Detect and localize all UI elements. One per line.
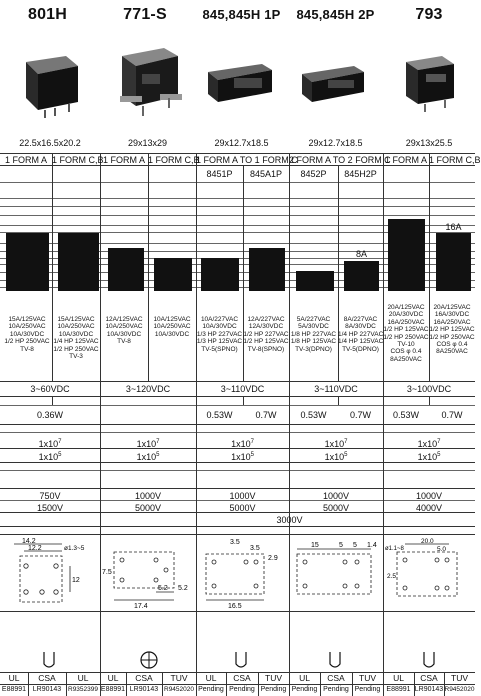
- approval-793-tuv: TUV: [451, 673, 468, 683]
- dim-845-2p-pitch-a: 5: [339, 542, 343, 549]
- dim-801h-pitch: 12.2: [28, 545, 42, 552]
- contact-form-793-a: 1 FORM A: [384, 155, 427, 165]
- contact-form-793-c: 1 FORM C,B: [429, 155, 481, 165]
- dim-845-2p-pitch-b: 5: [353, 542, 357, 549]
- pcb-layout-793-diagram: [385, 538, 473, 610]
- contact-form-771s-a: 1 FORM A: [102, 155, 145, 165]
- bar-label-8a: 8A: [355, 249, 367, 259]
- approval-801h-ul2: UL: [77, 673, 89, 683]
- model-793: 793: [415, 6, 443, 23]
- relay-771s-photo: [112, 46, 184, 118]
- coil-power-801h: 0.36W: [36, 410, 63, 420]
- approval-845-1p-ul: UL: [205, 673, 217, 683]
- rating-bar-793-c: [436, 233, 471, 291]
- dim-845-1p-width: 16.5: [228, 603, 242, 610]
- dim-845-2p-width: 15: [311, 542, 319, 549]
- dim-845-1p-c: 2.9: [268, 555, 278, 562]
- dielectric-coil-801h: 1500V: [36, 503, 64, 513]
- file-845-2p-csa: Pending: [323, 686, 349, 693]
- approval-771s-ul: UL: [107, 673, 119, 683]
- dielectric-coil-845-2p: 5000V: [322, 503, 350, 513]
- relay-845-1p-photo: [204, 62, 276, 110]
- approval-845-1p-csa: CSA: [233, 673, 251, 683]
- model-771s: 771-S: [123, 6, 167, 23]
- rating-bar-8451p: [201, 258, 239, 291]
- dim-793-width: 20.0: [421, 538, 434, 545]
- contact-form-771s-c: 1 FORM C,B: [148, 155, 200, 165]
- dielectric-coil-771s: 5000V: [134, 503, 162, 513]
- part-number-845h2p: 845H2P: [344, 169, 377, 179]
- relay-845-2p-photo: [298, 64, 368, 110]
- dielectric-contacts-771s: 1000V: [134, 491, 162, 501]
- dim-771s-width: 17.4: [134, 603, 148, 610]
- rating-text-845h2p: 8A/227VAC 8A/30VDC 1/4 HP 227VAC 1/4 HP 125VAC TV-5(DPNO): [338, 316, 384, 353]
- dim-771s-pitch-c: 5.2: [178, 585, 188, 592]
- rating-bar-8452p: [296, 271, 334, 291]
- file-793-tuv: R9452020: [444, 686, 475, 693]
- pcb-layout-845-1p-diagram: [198, 538, 288, 610]
- coil-power-793-a: 0.53W: [392, 410, 419, 420]
- approval-771s-tuv: TUV: [170, 673, 188, 683]
- model-845-1p: 845,845H 1P: [202, 7, 281, 22]
- dimension-801h: 22.5x16.5x20.2: [19, 138, 81, 148]
- coil-power-8451p: 0.53W: [206, 410, 233, 420]
- dim-801h-width: 14.2: [22, 538, 36, 545]
- dim-771s-pitch-a: 7.5: [102, 569, 112, 576]
- coil-power-845a1p: 0.7W: [255, 410, 277, 420]
- coil-voltage-801h: 3~60VDC: [30, 384, 70, 394]
- coil-voltage-793: 3~100VDC: [406, 384, 452, 394]
- dim-845-1p-b: 3.5: [250, 545, 260, 552]
- coil-power-845h2p: 0.7W: [349, 410, 371, 420]
- electrical-life-845-1p: $1x10^5$: [231, 452, 254, 462]
- approval-793-ul: UL: [393, 673, 404, 683]
- approval-801h-csa: CSA: [38, 673, 56, 683]
- rating-bar-845h2p: [344, 261, 379, 291]
- rating-text-801h-a: 15A/125VAC 10A/250VAC 10A/30VDC 1/2 HP 250VAC TV-8: [4, 316, 50, 353]
- file-793-csa: LR90143: [414, 686, 444, 693]
- rating-text-771s-a: 12A/125VAC 10A/250VAC 10A/30VDC TV-8: [105, 316, 143, 346]
- dielectric-coil-793: 4000V: [415, 503, 443, 513]
- file-793-ul: E88991: [386, 686, 411, 693]
- rating-bar-801h-a: [6, 233, 49, 291]
- terminal-801h-icon: [38, 650, 60, 670]
- dielectric-contacts-801h: 750V: [39, 491, 61, 501]
- rating-text-8452p: 5A/227VAC 5A/30VDC 1/8 HP 227VAC 1/8 HP 125VAC TV-3(DPNO): [290, 316, 337, 353]
- dimension-793: 29x13x25.5: [405, 138, 453, 148]
- file-845-1p-csa: Pending: [229, 686, 255, 693]
- part-number-845a1p: 845A1P: [249, 169, 283, 179]
- dielectric-contacts-845-1p: 1000V: [229, 491, 256, 501]
- file-771s-ul: E88991: [100, 686, 126, 693]
- approval-845-2p-csa: CSA: [327, 673, 345, 683]
- dim-793-hole: ø1.1~8: [385, 546, 404, 552]
- dielectric-poles-845-2p: 3000V: [276, 515, 303, 525]
- rating-text-793-c: 20A/125VAC 16A/30VDC 16A/250VAC 1/2 HP 125VAC 1/2 HP 250VAC COS φ 0.4 8A250VAC: [429, 304, 475, 356]
- part-number-8451p: 8451P: [206, 169, 233, 179]
- rating-bar-801h-c: [58, 233, 99, 291]
- pcb-layout-801h-diagram: [4, 538, 96, 610]
- mechanical-life-845-1p: $1x10^7$: [231, 439, 254, 449]
- file-845-2p-tuv: Pending: [354, 686, 381, 693]
- approval-793-csa: CSA: [420, 673, 438, 683]
- contact-form-801h-c: 1 FORM C,B: [52, 155, 104, 165]
- terminal-845-1p-icon: [230, 650, 252, 670]
- contact-form-845-1p: 1 FORM A TO 1 FORM C: [196, 155, 298, 165]
- dielectric-contacts-845-2p: 1000V: [322, 491, 350, 501]
- pcb-layout-771s-diagram: [100, 538, 196, 610]
- rating-bar-793-a: [388, 219, 425, 291]
- mechanical-life-771s: $1x10^7$: [136, 439, 160, 449]
- approval-845-2p-tuv: TUV: [359, 673, 376, 683]
- mechanical-life-793: $1x10^7$: [417, 439, 441, 449]
- rating-text-771s-c: 10A/125VAC 10A/250VAC 10A/30VDC: [153, 316, 191, 338]
- rating-bar-771s-c: [154, 258, 192, 291]
- dielectric-contacts-793: 1000V: [415, 491, 443, 501]
- model-845-2p: 845,845H 2P: [296, 7, 375, 22]
- dim-771s-pitch-b: 5.2: [158, 585, 168, 592]
- electrical-life-845-2p: $1x10^5$: [324, 452, 348, 462]
- dim-845-1p-a: 3.5: [230, 539, 240, 546]
- contact-form-845-2p: 2 FORM A TO 2 FORM C: [289, 155, 391, 165]
- rating-text-801h-c: 15A/125VAC 10A/250VAC 10A/30VDC 1/4 HP 125VAC 1/2 HP 250VAC TV-3: [53, 316, 99, 361]
- relay-793-photo: [400, 52, 460, 116]
- coil-power-8452p: 0.53W: [300, 410, 327, 420]
- terminal-771s-icon: [138, 650, 160, 670]
- dimension-771s: 29x13x29: [127, 138, 168, 148]
- file-845-2p-ul: Pending: [291, 686, 318, 693]
- approval-801h-ul: UL: [8, 673, 20, 683]
- terminal-793-icon: [418, 650, 440, 670]
- mechanical-life-801h: $1x10^7$: [38, 439, 62, 449]
- dielectric-coil-845-1p: 5000V: [229, 503, 256, 513]
- coil-voltage-845-2p: 3~110VDC: [314, 384, 358, 394]
- pcb-layout-845-2p-diagram: [291, 538, 381, 610]
- relay-801h-photo: [18, 52, 80, 120]
- bar-label-16a: 16A: [445, 222, 462, 232]
- electrical-life-801h: $1x10^5$: [38, 452, 62, 462]
- mechanical-life-845-2p: $1x10^7$: [324, 439, 348, 449]
- file-801h-ul: E88991: [1, 686, 27, 693]
- rating-text-8451p: 10A/227VAC 10A/30VDC 1/3 HP 227VAC 1/3 HP 125VAC TV-5(SPNO): [196, 316, 243, 353]
- dimension-845-1p: 29x12.7x18.5: [214, 138, 269, 148]
- file-845-1p-tuv: Pending: [260, 686, 287, 693]
- coil-power-793-c: 0.7W: [441, 410, 463, 420]
- file-771s-csa: LR90143: [129, 686, 159, 693]
- terminal-845-2p-icon: [324, 650, 346, 670]
- file-801h-ul2: R9352399: [68, 686, 98, 693]
- dim-801h-hole: ø1.3~5: [64, 545, 85, 552]
- part-number-8452p: 8452P: [300, 169, 327, 179]
- dim-793-pitch: 5.0: [437, 546, 447, 553]
- electrical-life-771s: $1x10^5$: [136, 452, 160, 462]
- rating-text-793-a: 20A/125VAC 20A/30VDC 16A/250VAC 1/2 HP 125VAC 1/2 HP 250VAC TV-10 COS φ 0.4 8A250VAC: [383, 304, 429, 363]
- file-771s-tuv: R9452020: [164, 686, 194, 693]
- approval-845-1p-tuv: TUV: [265, 673, 282, 683]
- dimension-845-2p: 29x12.7x18.5: [308, 138, 363, 148]
- file-801h-csa: LR90143: [32, 686, 62, 693]
- rating-bar-771s-a: [108, 248, 144, 291]
- approval-771s-csa: CSA: [135, 673, 153, 683]
- rating-text-845a1p: 12A/227VAC 12A/30VDC 1/2 HP 227VAC 1/2 HP 125VAC TV-8(SPNO): [243, 316, 289, 353]
- coil-voltage-845-1p: 3~110VDC: [220, 384, 265, 394]
- model-801h: 801H: [27, 6, 68, 23]
- coil-voltage-771s: 3~120VDC: [125, 384, 171, 394]
- approval-845-2p-ul: UL: [299, 673, 310, 683]
- dim-801h-height: 12: [72, 577, 80, 584]
- rating-bar-845a1p: [249, 248, 285, 291]
- dim-793-offset: 2.5: [387, 573, 397, 580]
- dim-845-2p-offset: 1.4: [367, 542, 377, 549]
- electrical-life-793: $1x10^5$: [417, 452, 441, 462]
- file-845-1p-ul: Pending: [198, 686, 224, 693]
- contact-form-801h-a: 1 FORM A: [4, 155, 47, 165]
